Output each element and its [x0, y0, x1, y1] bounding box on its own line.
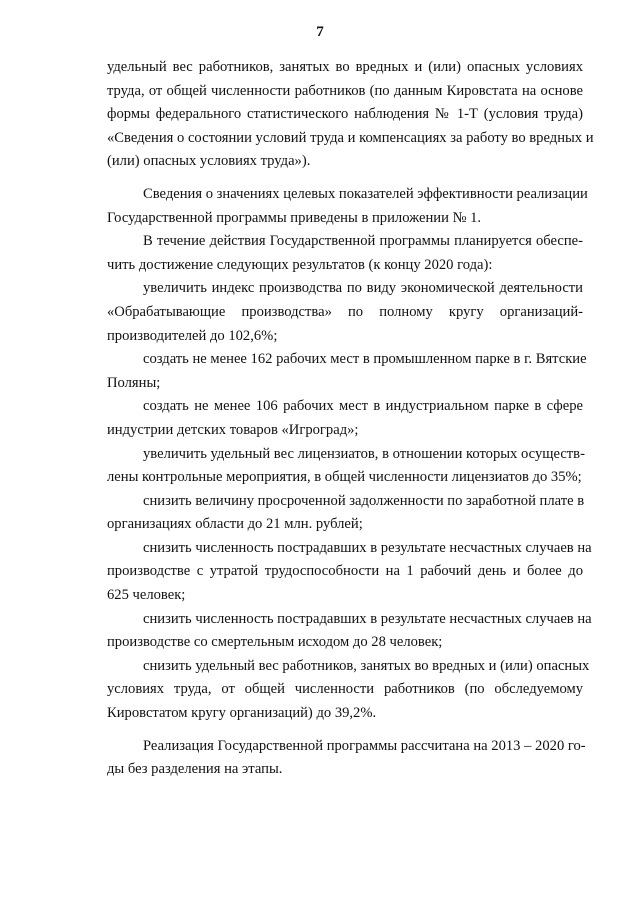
text-line: снизить удельный вес работников, занятых во вредных и (или) опасных — [143, 657, 590, 674]
text-line: лены контрольные мероприятия, в общей численности лицензиатов до 35%; — [107, 469, 582, 486]
text-line: условиях труда, от общей численности работников (по обследуемому — [107, 681, 583, 698]
text-line: увеличить удельный вес лицензиатов, в отношении которых осуществ- — [143, 445, 585, 462]
text-line: формы федерального статистического наблюдения № 1-Т (условия труда) — [107, 106, 583, 123]
text-line: Реализация Государственной программы рассчитана на 2013 – 2020 го- — [143, 737, 586, 754]
text-line: снизить численность пострадавших в результате несчастных случаев на — [143, 610, 592, 627]
paragraph-target-indicators-info — [71, 183, 588, 230]
paragraph-result-licensees-share — [71, 443, 583, 490]
text-line: 625 человек; — [107, 587, 186, 604]
text-line: Сведения о значениях целевых показателей эффективности реализации — [143, 185, 588, 202]
text-line: ды без разделения на этапы. — [107, 761, 283, 778]
paragraph-expected-results-intro — [71, 230, 583, 277]
page-number: 7 — [316, 24, 324, 40]
text-line: производстве с утратой трудоспособности на 1 рабочий день и более до — [107, 563, 583, 580]
paragraph-result-production-index — [71, 277, 583, 348]
text-line: чить достижение следующих результатов (к концу 2020 года): — [107, 256, 493, 273]
paragraph-result-industrial-park-jobs — [71, 348, 587, 395]
text-line: (или) опасных условиях труда»). — [107, 153, 311, 170]
paragraph-program-period — [71, 735, 586, 782]
paragraph-working-conditions-indicator — [71, 56, 594, 174]
text-line: снизить численность пострадавших в результате несчастных случаев на — [143, 539, 592, 556]
text-line: увеличить индекс производства по виду экономической деятельности — [143, 280, 583, 297]
text-line: снизить величину просроченной задолженности по заработной плате в — [143, 492, 585, 509]
text-line: удельный вес работников, занятых во вредных и (или) опасных условиях — [107, 59, 583, 75]
text-line: создать не менее 162 рабочих мест в промышленном парке в г. Вятские — [143, 351, 587, 368]
paragraph-result-wage-arrears — [71, 490, 583, 537]
paragraph-result-hazardous-conditions-share — [71, 655, 590, 726]
text-line: Кировстатом кругу организаций) до 39,2%. — [107, 705, 377, 722]
text-line: Поляны; — [107, 374, 161, 391]
text-line: создать не менее 106 рабочих мест в индустриальном парке в сфере — [143, 398, 583, 415]
paragraph-result-fatal-accidents — [71, 608, 592, 655]
text-line: индустрии детских товаров «Игроград»; — [107, 421, 359, 438]
text-line: «Сведения о состоянии условий труда и компенсациях за работу во вредных и — [107, 129, 594, 146]
text-line: организациях области до 21 млн. рублей; — [107, 516, 363, 533]
text-line: «Обрабатывающие производства» по полному кругу организаций- — [107, 303, 583, 320]
text-line: труда, от общей численности работников (по данным Кировстата на основе — [107, 82, 583, 99]
text-line: производстве со смертельным исходом до 28 человек; — [107, 634, 443, 651]
paragraph-result-injury-victims — [71, 537, 592, 608]
text-line: производителей до 102,6%; — [107, 327, 278, 344]
document-body — [71, 56, 594, 782]
text-line: В течение действия Государственной программы планируется обеспе- — [143, 233, 583, 250]
text-line: Государственной программы приведены в приложении № 1. — [107, 209, 482, 226]
paragraph-result-igrograd-jobs — [71, 395, 583, 442]
